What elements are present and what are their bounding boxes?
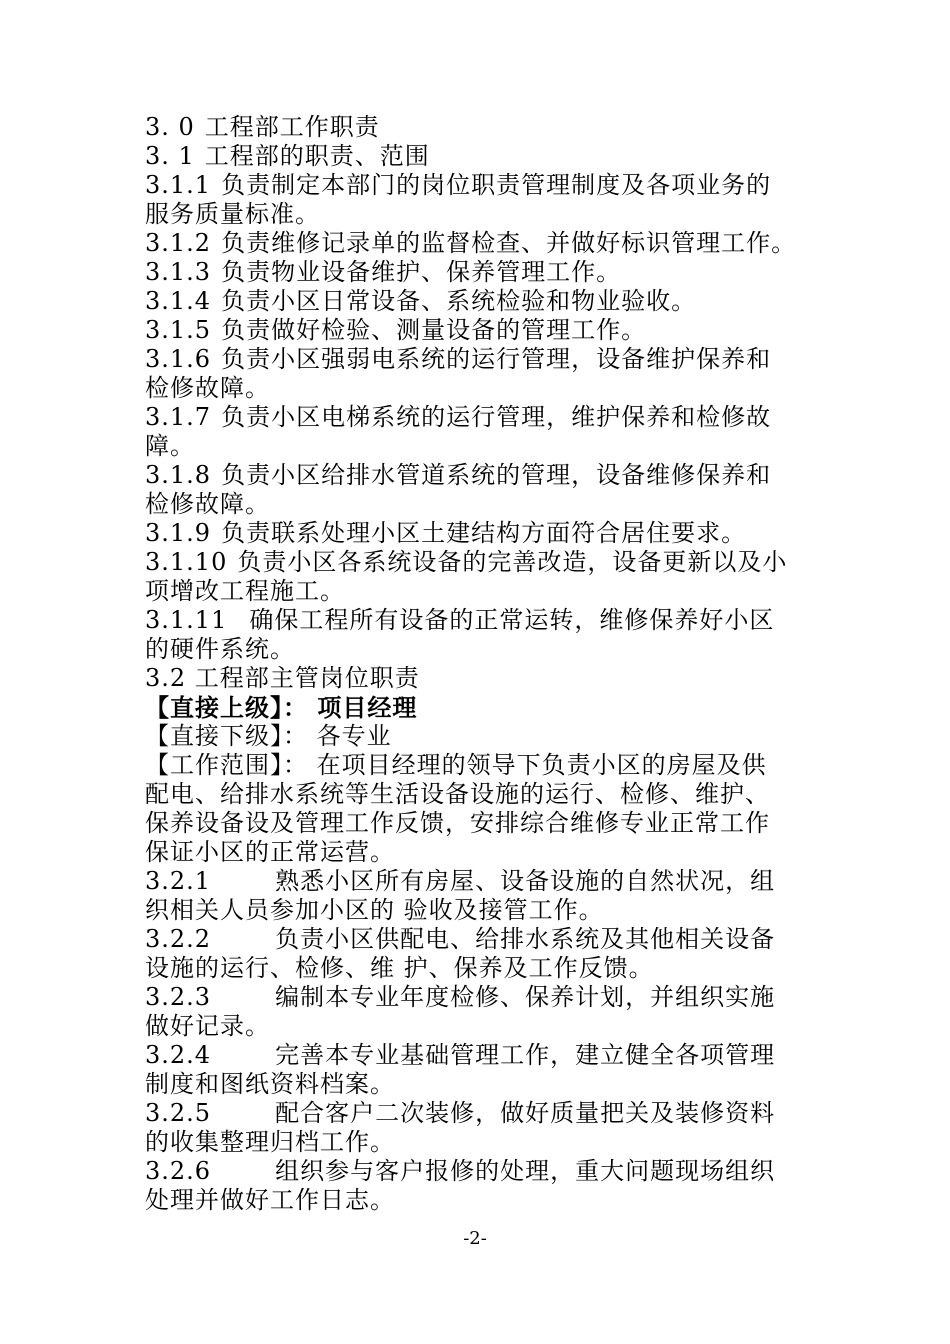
direct-superior-line: 【直接上级】： 项目经理 [145,693,418,722]
section-heading-3-2: 3.2 工程部主管岗位职责 [145,664,420,692]
list-item: 3.2.3 编制本专业年度检修、保养计划，并组织实施 [145,983,776,1011]
list-item-continuation: 检修故障。 [145,490,270,518]
list-item: 3.2.4 完善本专业基础管理工作，建立健全各项管理 [145,1041,776,1069]
list-item: 3.1.5 负责做好检验、测量设备的管理工作。 [145,316,647,344]
list-item: 3.2.6 组织参与客户报修的处理，重大问题现场组织 [145,1157,776,1185]
list-item-continuation: 织相关人员参加小区的 验收及接管工作。 [145,896,604,924]
list-item-continuation: 制度和图纸资料档案。 [145,1070,395,1098]
list-item: 3.1.6 负责小区强弱电系统的运行管理，设备维护保养和 [145,345,772,373]
list-item-continuation: 检修故障。 [145,374,270,402]
list-item-continuation: 的收集整理归档工作。 [145,1128,395,1156]
paragraph-line: 保证小区的正常运营。 [145,838,395,866]
section-heading-3-0: 3. 0 工程部工作职责 [145,113,380,141]
list-item: 3.1.11 确保工程所有设备的正常运转，维修保养好小区 [145,606,775,634]
list-item: 3.1.2 负责维修记录单的监督检查、并做好标识管理工作。 [145,229,797,257]
paragraph-line: 保养设备设及管理工作反馈，安排综合维修专业正常工作 [145,809,770,837]
page-number: -2- [463,1228,487,1249]
list-item-continuation: 做好记录。 [145,1012,270,1040]
list-item: 3.1.3 负责物业设备维护、保养管理工作。 [145,258,622,286]
section-heading-3-1: 3. 1 工程部的职责、范围 [145,142,430,170]
list-item-continuation: 的硬件系统。 [145,635,295,663]
list-item-continuation: 障。 [145,432,195,460]
list-item-continuation: 项增改工程施工。 [145,577,345,605]
work-scope-paragraph: 【工作范围】： 在项目经理的领导下负责小区的房屋及供 [145,751,767,779]
paragraph-line: 配电、给排水系统等生活设备设施的运行、检修、维护、 [145,780,770,808]
direct-subordinate-line: 【直接下级】： 各专业 [145,722,392,750]
list-item-continuation: 设施的运行、检修、维 护、保养及工作反馈。 [145,954,654,982]
document-body [145,113,810,1215]
list-item-continuation: 处理并做好工作日志。 [145,1186,395,1214]
list-item: 3.1.10 负责小区各系统设备的完善改造，设备更新以及小 [145,548,788,576]
list-item: 3.2.1 熟悉小区所有房屋、设备设施的自然状况，组 [145,867,776,895]
list-item: 3.1.1 负责制定本部门的岗位职责管理制度及各项业务的 [145,171,772,199]
list-item-continuation: 服务质量标准。 [145,200,320,228]
list-item: 3.2.5 配合客户二次装修，做好质量把关及装修资料 [145,1099,776,1127]
list-item: 3.1.8 负责小区给排水管道系统的管理，设备维修保养和 [145,461,772,489]
list-item: 3.1.7 负责小区电梯系统的运行管理，维护保养和检修故 [145,403,772,431]
list-item: 3.1.9 负责联系处理小区土建结构方面符合居住要求。 [145,519,747,547]
list-item: 3.2.2 负责小区供配电、给排水系统及其他相关设备 [145,925,776,953]
list-item: 3.1.4 负责小区日常设备、系统检验和物业验收。 [145,287,697,315]
